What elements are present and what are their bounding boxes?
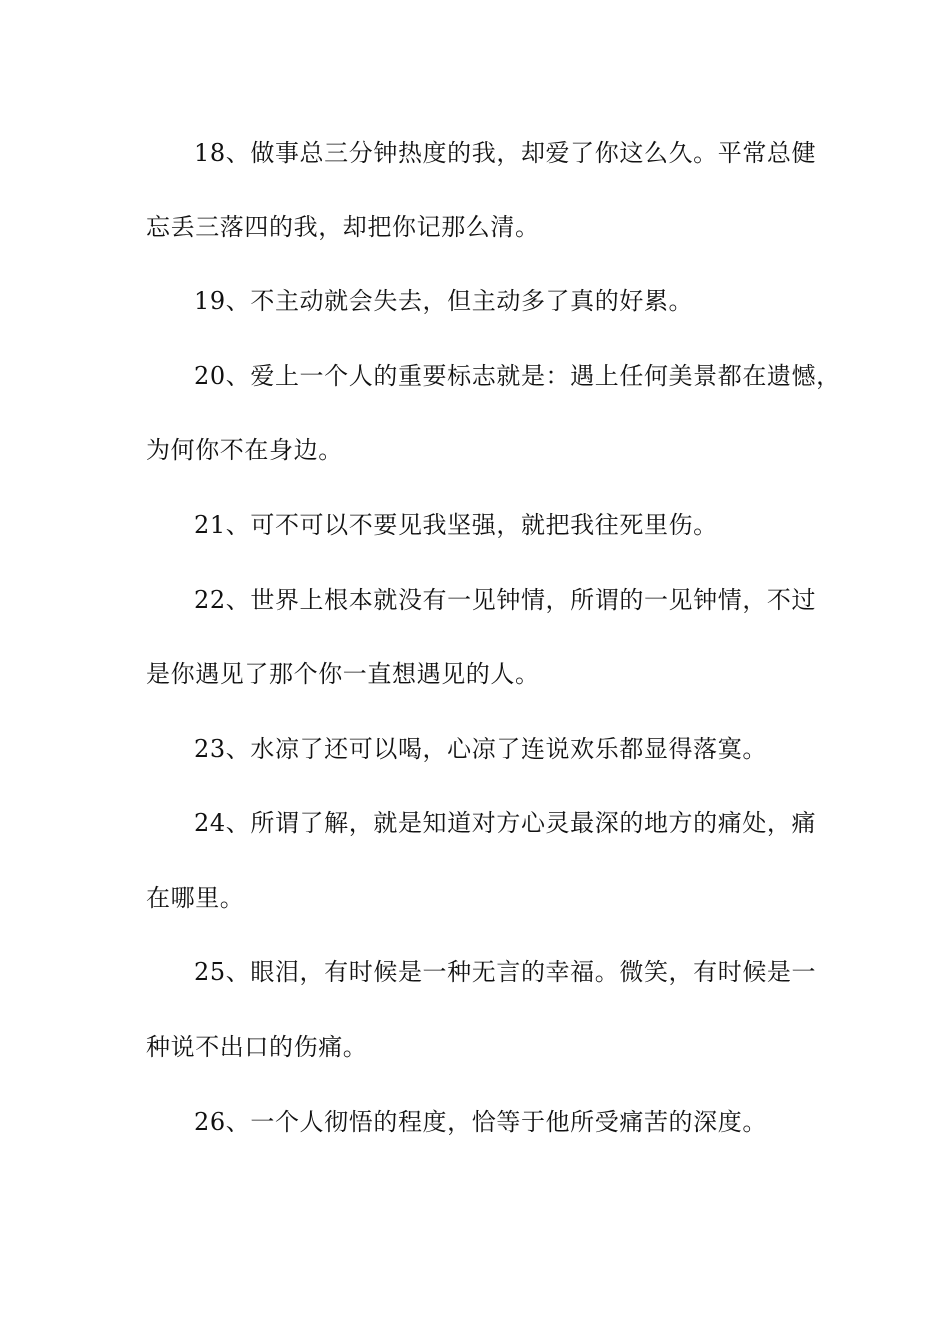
- quote-24-line-2: 在哪里。: [146, 884, 245, 912]
- quote-26-line-1: 26、一个人彻悟的程度，恰等于他所受痛苦的深度。: [194, 1108, 767, 1136]
- quote-23-line-1: 23、水凉了还可以喝，心凉了连说欢乐都显得落寞。: [194, 735, 767, 763]
- quote-20-line-1: 20、爱上一个人的重要标志就是：遇上任何美景都在遗憾，: [194, 362, 841, 390]
- quote-22-line-1: 22、世界上根本就没有一见钟情，所谓的一见钟情，不过: [194, 586, 817, 614]
- quote-25-line-1: 25、眼泪，有时候是一种无言的幸福。微笑，有时候是一: [194, 958, 817, 986]
- quote-24-line-1: 24、所谓了解，就是知道对方心灵最深的地方的痛处，痛: [194, 809, 817, 837]
- quote-20-line-2: 为何你不在身边。: [146, 436, 343, 464]
- quote-25-line-2: 种说不出口的伤痛。: [146, 1033, 368, 1061]
- quote-18-line-2: 忘丢三落四的我，却把你记那么清。: [146, 213, 540, 241]
- quote-22-line-2: 是你遇见了那个你一直想遇见的人。: [146, 660, 540, 688]
- quote-21-line-1: 21、可不可以不要见我坚强，就把我往死里伤。: [194, 511, 718, 539]
- quote-19-line-1: 19、不主动就会失去，但主动多了真的好累。: [194, 287, 694, 315]
- quote-18-line-1: 18、做事总三分钟热度的我，却爱了你这么久。平常总健: [194, 139, 817, 167]
